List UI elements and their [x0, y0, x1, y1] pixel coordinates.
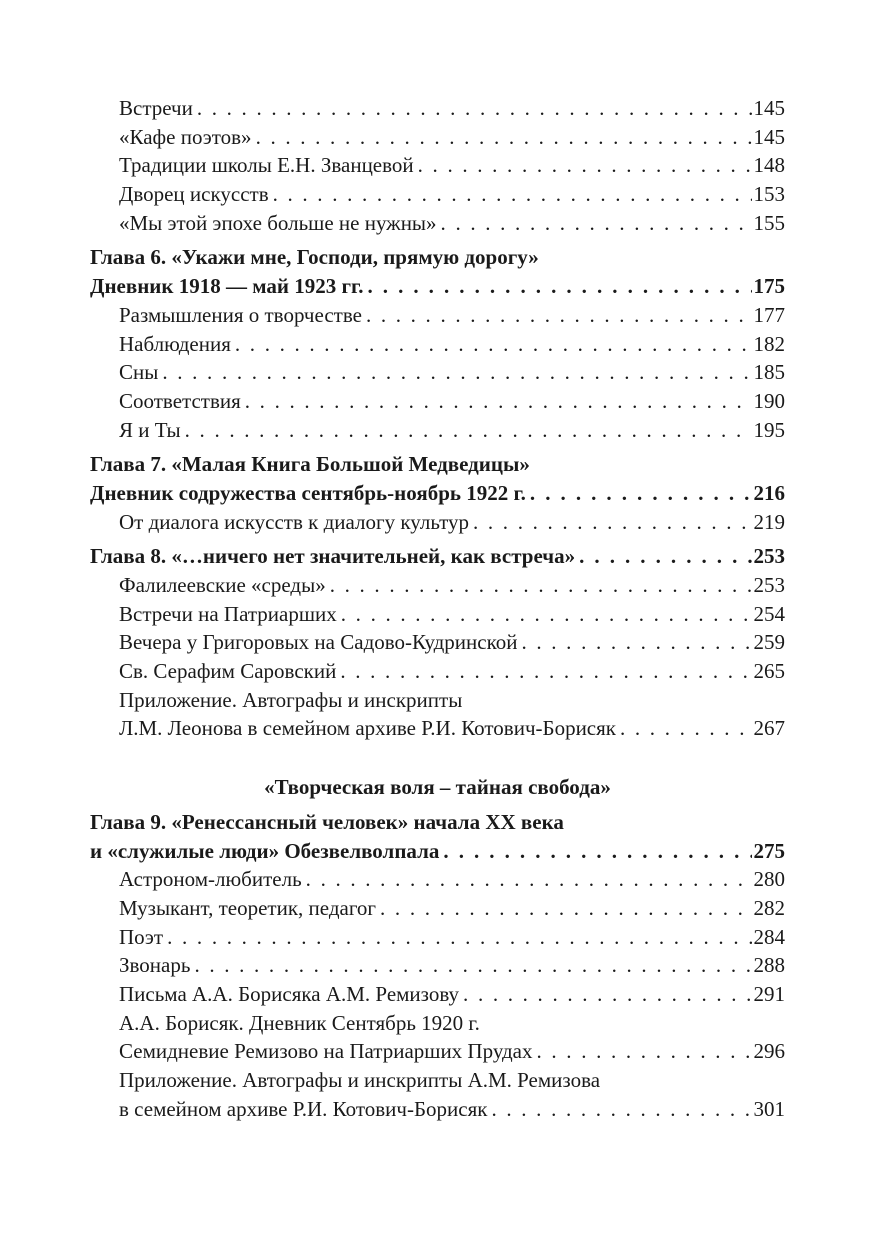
dot-leader: [463, 980, 751, 1009]
toc-entry-page: 253: [753, 573, 785, 597]
chapter-9-heading[interactable]: [90, 808, 785, 837]
toc-entry-page: 195: [753, 417, 785, 442]
chapter-heading-page: 275: [753, 838, 785, 863]
chapter-6-heading[interactable]: [90, 243, 785, 272]
dot-leader: [273, 180, 752, 209]
dot-leader: [366, 301, 752, 330]
toc-entry-page: 177: [753, 302, 785, 327]
chapter-heading-title: Глава 7. «Малая Книга Большой Медведицы»: [90, 452, 530, 477]
toc-entry-continuation: [90, 686, 785, 715]
toc-entry-page: 296: [753, 1039, 785, 1064]
chapter-7-heading[interactable]: [90, 450, 785, 479]
toc-entry[interactable]: [90, 180, 785, 209]
chapter-heading-title: Глава 6. «Укажи мне, Господи, прямую дорогу»: [90, 245, 539, 270]
dot-leader: [530, 479, 752, 508]
toc-entry[interactable]: [90, 980, 785, 1009]
toc-entry-page: 259: [753, 630, 785, 655]
toc-entry-page: 145: [753, 124, 785, 149]
toc-entry-title: «Мы этой эпохе больше не нужны»: [119, 210, 437, 235]
dot-leader: [245, 387, 752, 416]
toc-entry-page: 216: [753, 480, 785, 505]
toc-entry-title: Наблюдения: [119, 331, 231, 356]
dot-leader: [306, 865, 752, 894]
toc-entry-page: 175: [753, 274, 785, 299]
dot-leader: [162, 358, 751, 387]
toc-entry-title: Вечера у Григоровых на Садово-Кудринской: [119, 630, 518, 655]
toc-entry-title: Встречи на Патриарших: [119, 601, 337, 626]
toc-entry-title: Фалилеевские «среды»: [119, 573, 326, 597]
chapter-9-heading-continuation[interactable]: [90, 837, 785, 866]
toc-entry-page: 301: [753, 1096, 785, 1121]
toc-entry-page: 284: [753, 924, 785, 949]
dot-leader: [380, 894, 751, 923]
toc-entry-page: 182: [753, 331, 785, 356]
dot-leader: [340, 657, 751, 686]
toc-entry-title: Дневник содружества сентябрь-ноябрь 1922 г.: [90, 480, 526, 505]
toc-entry-title: Св. Серафим Саровский: [119, 659, 337, 684]
toc-entry-page: 288: [753, 953, 785, 978]
toc-entry[interactable]: [90, 865, 785, 894]
toc-entry[interactable]: [90, 387, 785, 416]
toc-entry-page: 153: [753, 182, 785, 207]
toc-entry[interactable]: [90, 209, 785, 238]
toc-entry[interactable]: [90, 628, 785, 657]
dot-leader: [537, 1037, 752, 1066]
dot-leader: [256, 123, 752, 152]
toc-entry-title: Поэт: [119, 924, 164, 949]
dot-leader: [473, 508, 752, 537]
toc-entry-title: «Кафе поэтов»: [119, 124, 252, 149]
dot-leader: [185, 416, 752, 445]
toc-entry[interactable]: [90, 123, 785, 152]
toc-entry-title: Сны: [119, 360, 159, 385]
toc-entry-title: Приложение. Автографы и инскрипты: [119, 687, 463, 712]
toc-entry-title: Семидневие Ремизово на Патриарших Прудах: [119, 1039, 533, 1064]
toc-entry-title: Приложение. Автографы и инскрипты А.М. Ремизова: [119, 1068, 601, 1092]
toc-entry-title: Соответствия: [119, 388, 241, 413]
toc-entry[interactable]: [90, 1095, 785, 1124]
table-of-contents: [90, 94, 785, 1123]
toc-entry-main[interactable]: [90, 479, 785, 508]
toc-entry[interactable]: [90, 600, 785, 629]
chapter-8-heading[interactable]: [90, 542, 785, 571]
toc-entry-continuation: [90, 1009, 785, 1038]
dot-leader: [521, 628, 751, 657]
toc-entry-title: Астроном-любитель: [119, 867, 302, 892]
toc-entry-page: 148: [753, 153, 785, 178]
toc-entry[interactable]: [90, 951, 785, 980]
toc-entry[interactable]: [90, 894, 785, 923]
toc-entry-page: 291: [753, 981, 785, 1006]
toc-entry-page: 155: [753, 210, 785, 235]
dot-leader: [441, 209, 752, 238]
toc-entry-page: 145: [753, 96, 785, 120]
toc-entry-page: 254: [753, 601, 785, 626]
toc-entry[interactable]: [90, 508, 785, 537]
toc-entry-page: 280: [753, 867, 785, 892]
chapter-heading-title: Глава 9. «Ренессансный человек» начала XX века: [90, 809, 564, 834]
section-title: «Творческая воля – тайная свобода»: [264, 775, 611, 800]
dot-leader: [443, 837, 751, 866]
dot-leader: [367, 272, 751, 301]
toc-entry-title: Встречи: [119, 96, 193, 120]
dot-leader: [418, 151, 752, 180]
toc-entry[interactable]: [90, 151, 785, 180]
dot-leader: [579, 542, 751, 571]
toc-entry[interactable]: [90, 416, 785, 445]
dot-leader: [491, 1095, 751, 1124]
toc-entry-page: 185: [753, 360, 785, 385]
dot-leader: [235, 330, 752, 359]
toc-entry-page: 190: [753, 388, 785, 413]
dot-leader: [341, 600, 752, 629]
toc-entry-title: Дневник 1918 — май 1923 гг.: [90, 274, 364, 299]
toc-entry[interactable]: [90, 571, 785, 600]
toc-entry[interactable]: [90, 94, 785, 123]
toc-entry-title: Л.М. Леонова в семейном архиве Р.И. Котович-Борисяк: [119, 716, 616, 741]
toc-entry-continuation: [90, 1066, 785, 1095]
toc-entry-title: в семейном архиве Р.И. Котович-Борисяк: [119, 1096, 488, 1121]
dot-leader: [197, 94, 752, 123]
dot-leader: [194, 951, 751, 980]
toc-entry-title: Я и Ты: [119, 417, 181, 442]
dot-leader: [620, 714, 752, 743]
toc-entry-title: А.А. Борисяк. Дневник Сентябрь 1920 г.: [119, 1010, 480, 1035]
dot-leader: [167, 923, 751, 952]
toc-entry-main[interactable]: [90, 272, 785, 301]
chapter-heading-page: 253: [753, 544, 785, 569]
toc-entry-page: 282: [753, 895, 785, 920]
chapter-heading-title: и «служилые люди» Обезвелволпала: [90, 838, 440, 863]
toc-entry-page: 267: [753, 716, 785, 741]
toc-entry[interactable]: [90, 301, 785, 330]
toc-entry-title: От диалога искусств к диалогу культур: [119, 509, 469, 534]
toc-entry-title: Традиции школы Е.Н. Званцевой: [119, 153, 414, 178]
toc-entry[interactable]: [90, 1037, 785, 1066]
toc-entry[interactable]: [90, 714, 785, 743]
toc-entry-title: Звонарь: [119, 953, 191, 978]
toc-entry[interactable]: [90, 330, 785, 359]
dot-leader: [330, 571, 752, 600]
toc-entry-page: 219: [753, 509, 785, 534]
toc-entry[interactable]: [90, 657, 785, 686]
toc-entry-title: Дворец искусств: [119, 182, 269, 207]
toc-entry-title: Размышления о творчестве: [119, 302, 362, 327]
chapter-heading-title: Глава 8. «…ничего нет значительней, как встреча»: [90, 544, 576, 569]
toc-entry-title: Музыкант, теоретик, педагог: [119, 895, 377, 920]
toc-entry[interactable]: [90, 923, 785, 952]
toc-entry[interactable]: [90, 358, 785, 387]
toc-entry-page: 265: [753, 659, 785, 684]
toc-entry-title: Письма А.А. Борисяка А.М. Ремизову: [119, 981, 460, 1006]
